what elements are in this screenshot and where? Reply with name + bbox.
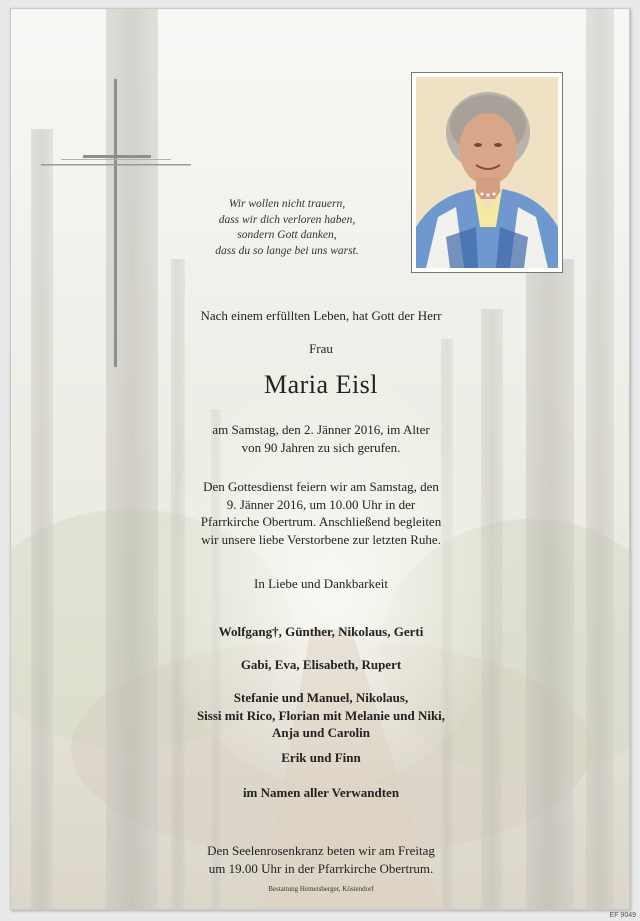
death-line: von 90 Jahren zu sich gerufen. [241,439,401,455]
rosary-line: Den Seelenrosenkranz beten wir am Freitag [207,843,435,858]
quote-line: Wir wollen nicht trauern, [228,198,346,210]
dedication: In Liebe und Dankbarkeit [254,576,388,591]
service-notice [111,478,531,548]
death-notice [111,421,531,456]
service-line: wir unsere liebe Verstorbene zur letzten Ruhe. [201,531,441,547]
obituary-page [10,8,630,910]
mourners-line: Anja und Carolin [271,725,370,740]
service-line: Pfarrkirche Obertrum. Anschließend begleiten [200,514,442,529]
mourners-in-law: Gabi, Eva, Elisabeth, Rupert [240,657,402,672]
memorial-quote [181,197,393,259]
intro-text: Nach einem erfüllten Leben, hat Gott der Herr [200,308,442,323]
undertaker-credit: Bestattung Hemetsberger, Köstendorf [268,885,374,893]
death-line: am Samstag, den 2. Jänner 2016, im Alter [212,422,430,437]
rosary-notice [111,842,531,877]
quote-line: dass du so lange bei uns warst. [215,244,359,257]
mourners-line: Stefanie und Manuel, Nikolaus, [233,690,409,705]
mourners-great-grandchildren: Erik und Finn [281,750,361,765]
mourners-grandchildren [111,689,531,742]
mourners-relatives: im Namen aller Verwandten [242,785,400,800]
title-frau: Frau [309,341,333,356]
quote-line: dass wir dich verloren haben, [218,213,356,226]
deceased-name: Maria Eisl [263,370,379,399]
portrait-photo [411,72,563,273]
rosary-line: um 19.00 Uhr in der Pfarrkirche Obertrum. [208,860,434,876]
cross-icon [41,79,191,369]
service-line: 9. Jänner 2016, um 10.00 Uhr in der [226,496,416,512]
reference-code: EF 9049 [609,912,636,919]
mourners-line: Sissi mit Rico, Florian mit Melanie und Niki, [196,707,446,723]
quote-line: sondern Gott danken, [237,229,337,241]
service-line: Den Gottesdienst feiern wir am Samstag, den [203,479,439,494]
mourners-children: Wolfgang†, Günther, Nikolaus, Gerti [218,624,424,639]
